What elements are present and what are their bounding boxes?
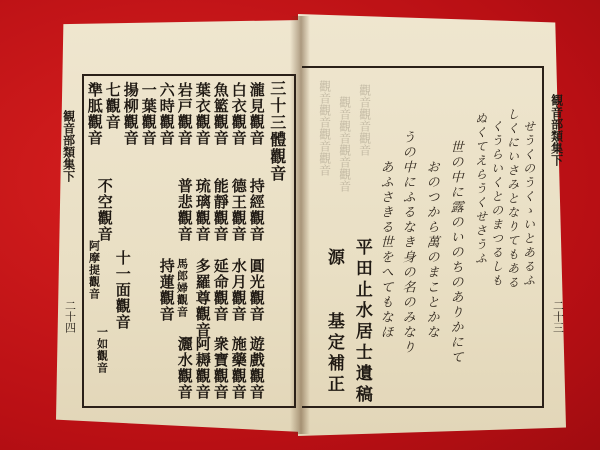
kannon-name: 七觀音 bbox=[103, 82, 122, 130]
kannon-name: 阿耨觀音 bbox=[193, 336, 212, 400]
kannon-name: 灑水觀音 bbox=[175, 336, 194, 400]
bleed-through-text: 觀音觀音觀音 bbox=[357, 84, 372, 156]
kannon-name: 持蓮觀音 bbox=[157, 258, 176, 322]
kannon-name: 馬郎婦觀音 bbox=[175, 258, 189, 318]
kannon-name: 魚籃觀音 bbox=[211, 82, 230, 146]
kannon-name: 衆寶觀音 bbox=[211, 336, 230, 400]
left-margin-page: 二十四 bbox=[63, 300, 77, 333]
kannon-name: 十一面觀音 bbox=[113, 250, 132, 330]
kannon-name: 延命觀音 bbox=[211, 258, 230, 322]
cursive-text: せうくのうくゝいとあるふ bbox=[521, 120, 536, 288]
kannon-name: 一葉觀音 bbox=[139, 82, 158, 146]
bleed-through-text: 觀音觀音觀音觀音 bbox=[317, 80, 332, 176]
kannon-name: 六時觀音 bbox=[157, 82, 176, 146]
kannon-name: 準胝觀音 bbox=[85, 82, 104, 146]
left-margin-title: 観音部類集下 bbox=[61, 110, 76, 182]
poem-line: あふさきる世をへてもなほ bbox=[377, 160, 393, 340]
author-line: 平田止水居士遺稿 bbox=[351, 238, 372, 406]
kannon-name: 揚柳觀音 bbox=[121, 82, 140, 146]
kannon-name: 德王觀音 bbox=[229, 178, 248, 242]
kannon-name: 瀧見觀音 bbox=[247, 82, 266, 146]
kannon-name: 圓光觀音 bbox=[247, 258, 266, 322]
bleed-through-text: 觀音觀音觀音觀音 bbox=[337, 96, 352, 192]
right-margin-page: 二十三 bbox=[551, 300, 565, 333]
kannon-name: 葉衣觀音 bbox=[193, 82, 212, 146]
kannon-name: 能靜觀音 bbox=[211, 178, 230, 242]
cursive-text: しくにいさみとなりてもある bbox=[505, 108, 520, 290]
left-heading: 三十三體觀音 bbox=[267, 80, 287, 182]
author-line: 基定補正 bbox=[323, 312, 344, 396]
kannon-name: 不空觀音 bbox=[95, 178, 114, 242]
poem-line: おのつから萬のまことかな bbox=[423, 160, 439, 340]
kannon-name: 一如觀音 bbox=[95, 326, 109, 374]
kannon-name: 持經觀音 bbox=[247, 178, 266, 242]
poem-line: うの中にふるなき身の名のみなり bbox=[399, 130, 415, 355]
kannon-name: 普悲觀音 bbox=[175, 178, 194, 242]
cursive-text: ぬくてえらうくせさうふ bbox=[473, 112, 488, 266]
kannon-name: 白衣觀音 bbox=[229, 82, 248, 146]
cursive-text: くうらいくとのまつるしも bbox=[489, 120, 504, 288]
kannon-name: 遊戲觀音 bbox=[247, 336, 266, 400]
right-margin-title: 観音部類集下 bbox=[549, 94, 564, 166]
poem-line: 世の中に露のいのちのありかにて bbox=[447, 140, 463, 365]
kannon-name: 多羅尊觀音 bbox=[193, 258, 212, 338]
kannon-name: 岩戸觀音 bbox=[175, 82, 194, 146]
author-prefix: 源 bbox=[323, 248, 344, 269]
kannon-name: 水月觀音 bbox=[229, 258, 248, 322]
kannon-name: 琉璃觀音 bbox=[193, 178, 212, 242]
kannon-name: 施藥觀音 bbox=[229, 336, 248, 400]
kannon-name: 阿摩提觀音 bbox=[87, 240, 101, 300]
